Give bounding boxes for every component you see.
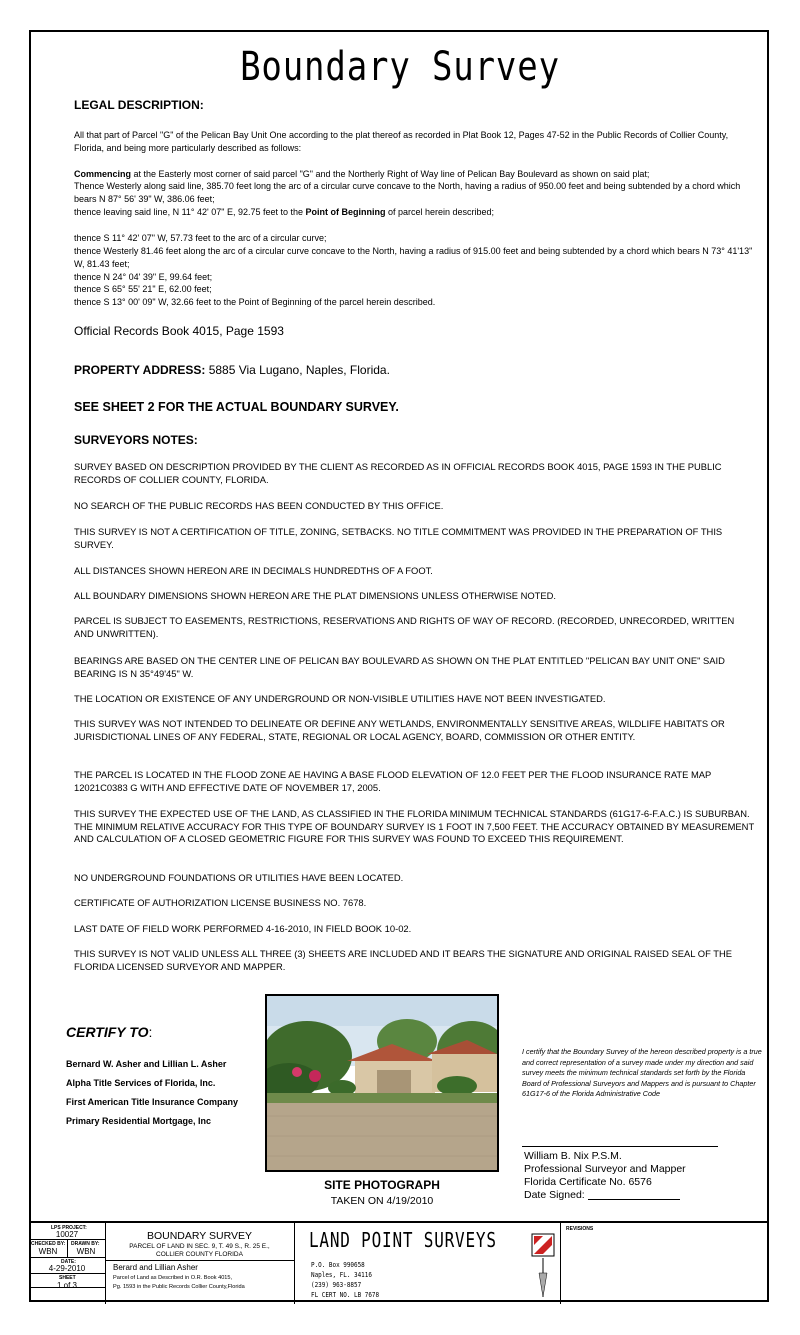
surveyor-name: William B. Nix P.S.M. (524, 1150, 622, 1162)
course-4: thence S 65° 55' 21" E, 62.00 feet; (74, 284, 212, 294)
see-sheet-note: SEE SHEET 2 FOR THE ACTUAL BOUNDARY SURVEY. (74, 400, 399, 414)
signature-line (522, 1146, 718, 1147)
legal-commencing (74, 168, 754, 181)
commencing-text: at the Easterly most corner of said parcel "G" and the Northerly Right of Way line of Pelican Bay Boulevard as shown on said plat; (131, 169, 650, 179)
note-item: THE LOCATION OR EXISTENCE OF ANY UNDERGROUND OR NON-VISIBLE UTILITIES HAVE NOT BEEN INVESTIGATED. (74, 693, 606, 704)
company-city: Naples, FL. 34116 (311, 1271, 372, 1279)
site-photo-image (267, 996, 497, 1170)
certify-party: First American Title Insurance Company (66, 1097, 239, 1107)
checked-value: WBN (38, 1247, 58, 1256)
date-label: DATE: (61, 1259, 76, 1265)
certify-party: Primary Residential Mortgage, Inc (66, 1116, 212, 1126)
date-value: 4-29-2010 (48, 1264, 86, 1273)
drawn-label: DRAWN BY: (71, 1241, 100, 1247)
address-value: 5885 Via Lugano, Naples, Florida. (205, 363, 390, 377)
official-records: Official Records Book 4015, Page 1593 (74, 324, 284, 338)
legal-thence-1: Thence Westerly along said line, 385.70 feet long the arc of a circular curve concave to the North, having a radius of 950.00 feet and being subtended by a chord which bears N 87° 56' 39" W, 386.06 feet; (74, 181, 741, 204)
client-desc-1: Parcel of Land as Described in O.R. Book 4015, (113, 1275, 233, 1281)
legal-heading: LEGAL DESCRIPTION: (74, 98, 204, 112)
project-number: 10027 (55, 1230, 79, 1239)
title-block (29, 1221, 769, 1304)
divider (105, 1260, 294, 1261)
sheet-value: 1 of 3 (56, 1281, 77, 1290)
course-5: thence S 13° 00' 09" W, 32.66 feet to the Point of Beginning of the parcel herein described. (74, 297, 436, 307)
legal-intro: All that part of Parcel "G" of the Pelican Bay Unit One according to the plat thereof as recorded in Plat Book 12, Pages 47-52 in the Public Records of Collier County, Florida, and being more particularly described as follows: (74, 130, 729, 153)
divider (294, 1223, 295, 1304)
divider (29, 1273, 105, 1274)
divider (29, 1257, 105, 1258)
note-item: THE PARCEL IS LOCATED IN THE FLOOD ZONE AE HAVING A BASE FLOOD ELEVATION OF 12.0 FEET PER THE FLOOD INSURANCE RATE MAP 12021C0383 G WITH AND EFFECTIVE DATE OF NOVEMBER 17, 2005. (74, 769, 712, 793)
date-signed-line (588, 1199, 680, 1200)
company-name: LAND POINT SURVEYS (309, 1228, 497, 1252)
sheet-label: SHEET (59, 1275, 76, 1281)
surveyor-cert: Florida Certificate No. 6576 (524, 1176, 652, 1188)
site-photograph (265, 994, 499, 1172)
course-2: thence Westerly 81.46 feet along the arc of a circular curve concave to the North, having a radius of 915.00 feet and being subtended by a chord which bears N 73° 41'13" W, 81.43 feet; (74, 246, 753, 269)
property-address (74, 364, 390, 377)
note-item: THIS SURVEY IS NOT A CERTIFICATION OF TITLE, ZONING, SETBACKS. NO TITLE COMMITMENT WAS PROVIDED IN THE PREPARATION OF THIS SURVEY. (74, 526, 723, 550)
address-label: PROPERTY ADDRESS: (74, 363, 206, 377)
surveyor-title: Professional Surveyor and Mapper (524, 1163, 686, 1175)
notes-heading: SURVEYORS NOTES: (74, 433, 198, 447)
survey-type: BOUNDARY SURVEY (146, 1230, 253, 1242)
drawn-value: WBN (76, 1247, 96, 1256)
company-logo-icon (531, 1233, 555, 1301)
certify-heading-text: CERTIFY TO (66, 1024, 149, 1040)
thence2-post: of parcel herein described; (385, 207, 495, 217)
certify-colon: : (148, 1024, 153, 1040)
company-fl-cert: FL CERT NO. LB 7678 (311, 1291, 380, 1299)
certification-statement: I certify that the Boundary Survey of the hereon described property is a true and correct representation of a survey made under my direction and said survey meets the minimum technical standards set forth by the Florida Board of Professional Surveyors and Mappers and is pursuant to Chapter 61G17-6 of the Florida Administrative Code (522, 1047, 762, 1098)
note-item: PARCEL IS SUBJECT TO EASEMENTS, RESTRICTIONS, RESERVATIONS AND RIGHTS OF WAY OF RECORD. (RECORDED, UNRECORDED, WRITTEN AND UNWRITTEN). (74, 615, 735, 639)
certify-heading (66, 1024, 152, 1040)
checked-label: CHECKED BY: (31, 1241, 66, 1247)
survey-parcel: PARCEL OF LAND IN SEC. 9, T. 49 S., R. 25 E., (129, 1243, 270, 1250)
revisions-label: REVISIONS (566, 1226, 594, 1232)
commencing-label: Commencing (74, 169, 132, 179)
company-po: P.O. Box 990658 (311, 1261, 365, 1269)
divider (560, 1223, 561, 1304)
project-label: LPS PROJECT: (51, 1225, 87, 1231)
photo-caption: SITE PHOTOGRAPH (324, 1178, 440, 1192)
note-item: ALL DISTANCES SHOWN HEREON ARE IN DECIMALS HUNDREDTHS OF A FOOT. (74, 565, 433, 576)
note-item: THIS SURVEY IS NOT VALID UNLESS ALL THREE (3) SHEETS ARE INCLUDED AND IT BEARS THE SIGNATURE AND ORIGINAL RAISED SEAL OF THE FLORIDA LICENSED SURVEYOR AND MAPPER. (74, 948, 732, 972)
note-item: NO UNDERGROUND FOUNDATIONS OR UTILITIES HAVE BEEN LOCATED. (74, 872, 404, 883)
legal-thence-2 (74, 206, 754, 219)
page-title: Boundary Survey (240, 44, 560, 90)
date-signed-text: Date Signed: (524, 1189, 585, 1201)
pob-label: Point of Beginning (305, 207, 386, 217)
note-item: CERTIFICATE OF AUTHORIZATION LICENSE BUSINESS NO. 7678. (74, 897, 367, 908)
certify-party: Alpha Title Services of Florida, Inc. (66, 1078, 216, 1088)
note-item: NO SEARCH OF THE PUBLIC RECORDS HAS BEEN CONDUCTED BY THIS OFFICE. (74, 500, 444, 511)
thence2-pre: thence leaving said line, N 11° 42' 07" E, 92.75 feet to the (74, 207, 306, 217)
note-item: ALL BOUNDARY DIMENSIONS SHOWN HEREON ARE THE PLAT DIMENSIONS UNLESS OTHERWISE NOTED. (74, 590, 557, 601)
note-item: LAST DATE OF FIELD WORK PERFORMED 4-16-2010, IN FIELD BOOK 10-02. (74, 923, 412, 934)
photo-date: TAKEN ON 4/19/2010 (330, 1195, 434, 1207)
course-3: thence N 24° 04' 39" E, 99.64 feet; (74, 272, 213, 282)
survey-county: COLLIER COUNTY FLORIDA (156, 1251, 243, 1258)
note-item: THIS SURVEY WAS NOT INTENDED TO DELINEATE OR DEFINE ANY WETLANDS, ENVIRONMENTALLY SENSITIVE AREAS, WILDLIFE HABITATS OR JURISDICTIONAL LINES OF ANY FEDERAL, STATE, REGIONAL OR LOCAL AGENCY, BOARD, COMMISSION OR OTHER ENTITY. (74, 718, 725, 742)
client-desc-2: Pg. 1593 in the Public Records Collier County,Florida (113, 1284, 245, 1290)
note-item: THIS SURVEY THE EXPECTED USE OF THE LAND, AS CLASSIFIED IN THE FLORIDA MINIMUM TECHNICAL STANDARDS (61G17-6-F.A.C.) IS SUBURBAN. THE MINIMUM RELATIVE ACCURACY FOR THIS TYPE OF BOUNDARY SURVEY IS 1 FOOT IN 7,500 FEET. THE ACCURACY OBTAINED BY MEASUREMENT AND CALCULATION OF A CLOSED GEOMETRIC FIGURE FOR THIS SURVEY WAS FOUND TO EXCEED THIS REQUIREMENT. (74, 808, 755, 844)
note-item: BEARINGS ARE BASED ON THE CENTER LINE OF PELICAN BAY BOULEVARD AS SHOWN ON THE PLAT ENTITLED "PELICAN BAY UNIT ONE" SAID BEARING IS N 35°49'45" W. (74, 655, 725, 679)
client-name: Berard and Lillian Asher (113, 1263, 198, 1272)
date-signed-label (524, 1189, 680, 1201)
note-item: SURVEY BASED ON DESCRIPTION PROVIDED BY THE CLIENT AS RECORDED AS IN OFFICIAL RECORDS BOOK 4015, PAGE 1593 IN THE PUBLIC RECORDS OF COLLIER COUNTY, FLORIDA. (74, 461, 722, 485)
certify-party: Bernard W. Asher and Lillian L. Asher (66, 1059, 227, 1069)
company-phone: (239) 963-8857 (311, 1281, 362, 1289)
course-1: thence S 11° 42' 07" W, 57.73 feet to the arc of a circular curve; (74, 233, 327, 243)
